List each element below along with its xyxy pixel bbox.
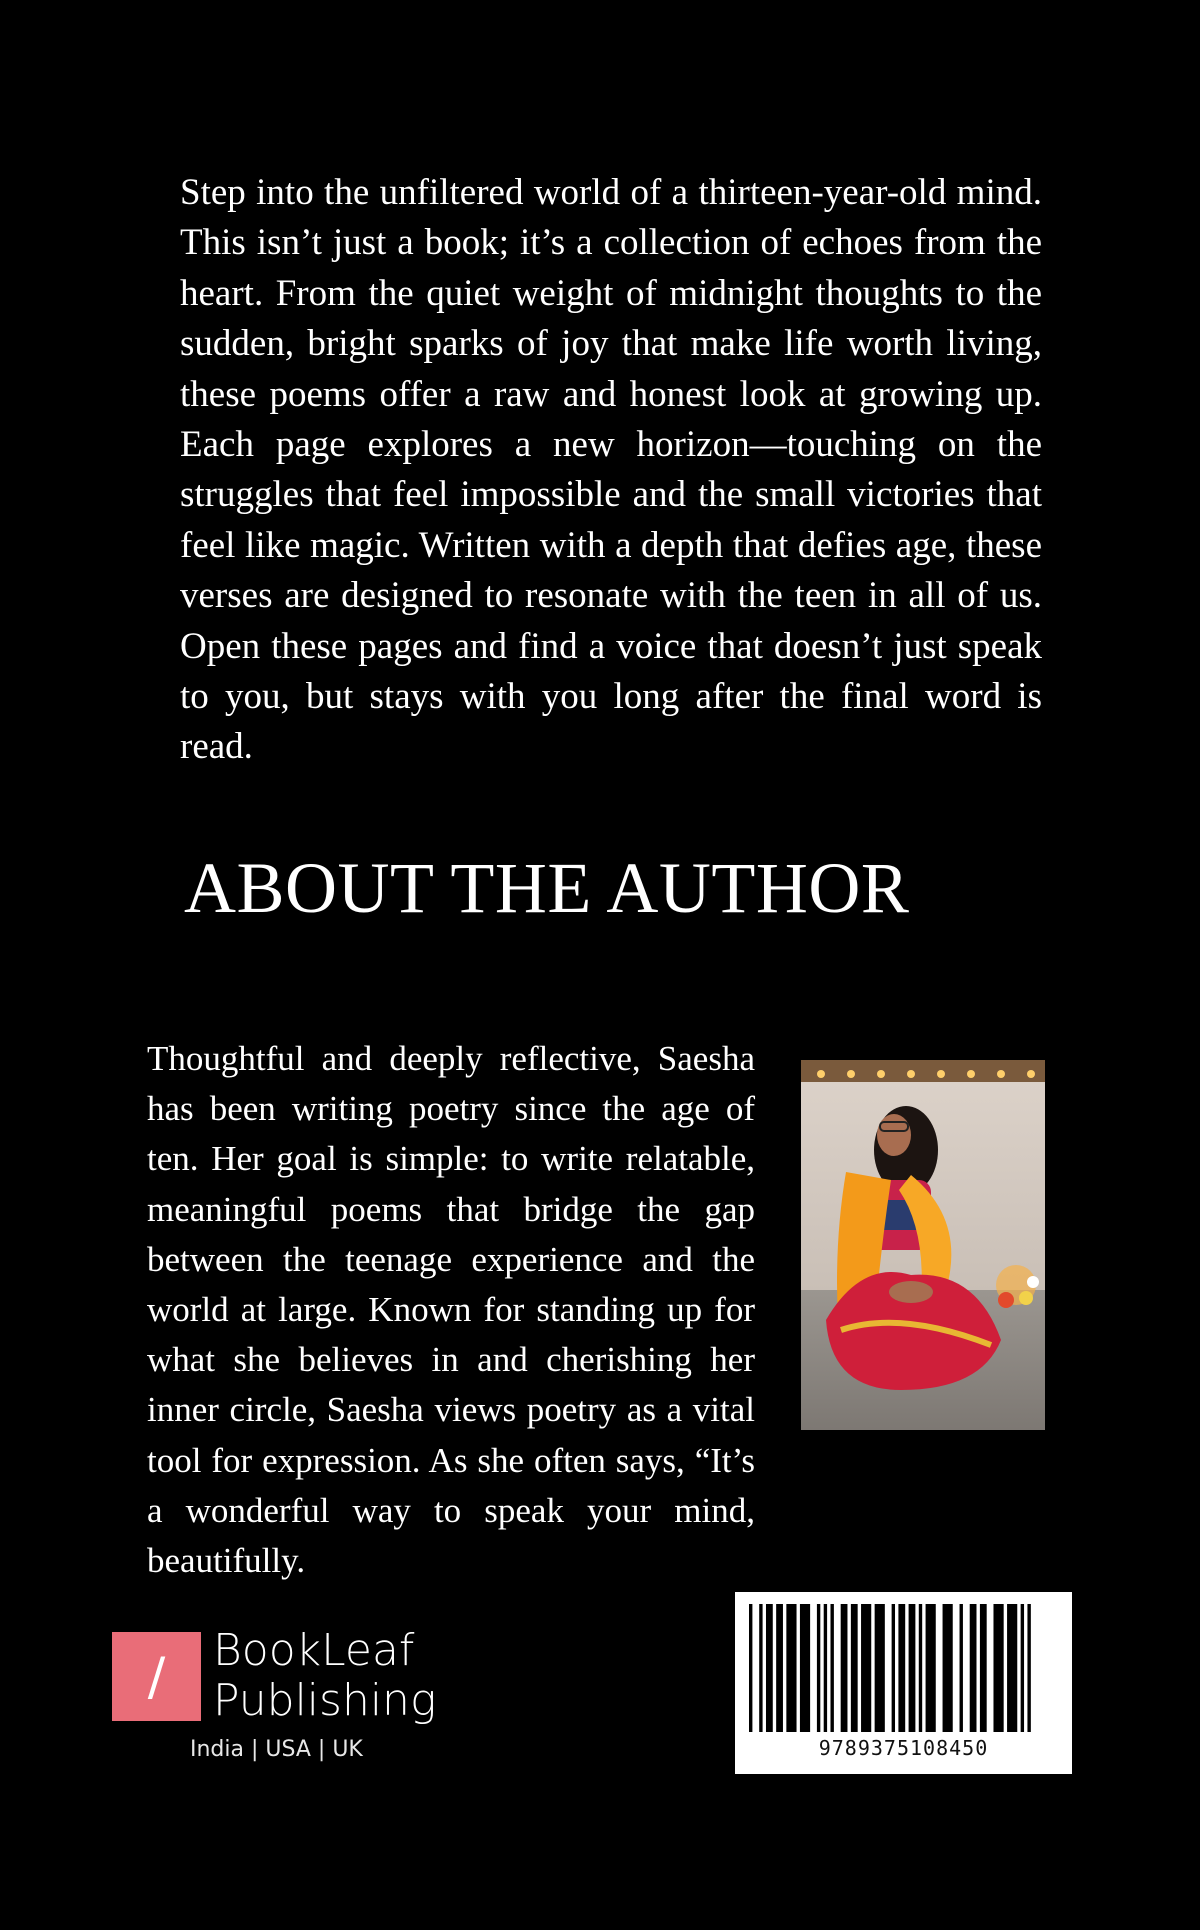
barcode-bar bbox=[980, 1604, 987, 1732]
barcode-bar bbox=[830, 1604, 833, 1732]
barcode-bar bbox=[898, 1604, 905, 1732]
barcode-bar bbox=[970, 1604, 977, 1732]
barcode-bar bbox=[892, 1604, 895, 1732]
author-photo bbox=[801, 1060, 1045, 1430]
barcode-bar bbox=[851, 1604, 858, 1732]
barcode-bar bbox=[817, 1604, 820, 1732]
barcode-bar bbox=[1021, 1604, 1024, 1732]
barcode-bar bbox=[824, 1604, 827, 1732]
publisher-name-line2: Publishing bbox=[213, 1675, 437, 1726]
barcode-bar bbox=[943, 1604, 953, 1732]
barcode-bar bbox=[919, 1604, 922, 1732]
barcode-bar bbox=[861, 1604, 871, 1732]
publisher-name bbox=[213, 1626, 436, 1726]
author-bio: Thoughtful and deeply reflective, Saesha has been writing poetry since the age of ten. Her goal is simple: to write relatable, meaningful poems that bridge the gap between the teenage experience and the world at large. Known for standing up for what she believes in and cherishing her inner circle, Saesha views poetry as a vital tool for expression. As she often says, “It’s a wonderful way to speak your mind, beautifully. bbox=[147, 1039, 755, 1581]
barcode-bar bbox=[960, 1604, 963, 1732]
about-the-author-heading: ABOUT THE AUTHOR bbox=[184, 848, 910, 928]
barcode-bar bbox=[926, 1604, 936, 1732]
back-cover-blurb: Step into the unfiltered world of a thirteen-year-old mind. This isn’t just a book; it’s a collection of echoes from the heart. From the quiet weight of midnight thoughts to the sudden, bright sparks of joy that make life worth living, these poems offer a raw and honest look at growing up. Each page explores a new horizon—touching on the struggles that feel impossible and the small victories that feel like magic. Written with a depth that defies age, these verses are designed to resonate with the teen in all of us. Open these pages and find a voice that doesn’t just speak to you, but stays with you long after the final word is read. bbox=[180, 172, 1042, 768]
barcode-bar bbox=[759, 1604, 762, 1732]
barcode-bar bbox=[909, 1604, 916, 1732]
barcode-bar bbox=[841, 1604, 848, 1732]
barcode-bar bbox=[1027, 1604, 1030, 1732]
publisher-name-line1: BookLeaf bbox=[213, 1625, 415, 1676]
bookleaf-logo-mark bbox=[112, 1632, 201, 1721]
barcode-bar bbox=[749, 1604, 752, 1732]
barcode-bar bbox=[1007, 1604, 1017, 1732]
barcode-bar bbox=[786, 1604, 796, 1732]
slash-icon: / bbox=[147, 1646, 166, 1707]
barcode-bar bbox=[993, 1604, 1003, 1732]
isbn-barcode bbox=[735, 1592, 1072, 1774]
barcode-bar bbox=[766, 1604, 773, 1732]
isbn-number: 9789375108450 bbox=[818, 1736, 989, 1760]
publisher-regions: India | USA | UK bbox=[190, 1737, 363, 1762]
barcode-bars bbox=[749, 1604, 1058, 1732]
barcode-bar bbox=[776, 1604, 783, 1732]
barcode-bar bbox=[875, 1604, 885, 1732]
barcode-bar bbox=[800, 1604, 810, 1732]
